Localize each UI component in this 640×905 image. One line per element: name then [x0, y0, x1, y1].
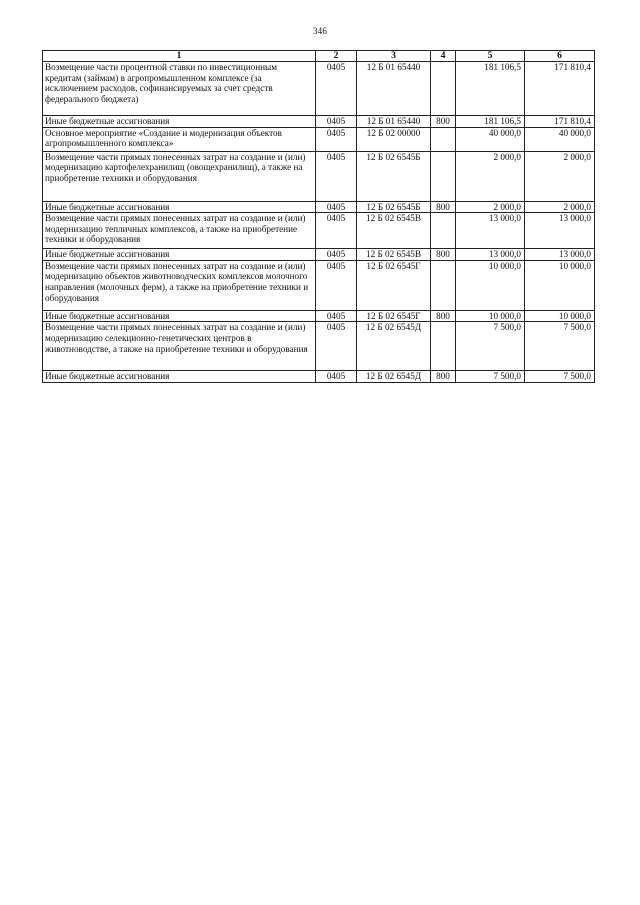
row-type [431, 62, 456, 116]
table-row [43, 62, 595, 116]
table-row [43, 310, 595, 322]
row-amount-2: 7 500,0 [525, 322, 595, 371]
row-amount-1: 7 500,0 [456, 322, 525, 371]
row-amount-1: 7 500,0 [456, 371, 525, 383]
row-amount-2: 7 500,0 [525, 371, 595, 383]
row-name: Иные бюджетные ассигнования [43, 249, 316, 261]
table-row [43, 260, 595, 310]
row-amount-1: 181 106,5 [456, 116, 525, 128]
row-type: 800 [431, 201, 456, 213]
row-name: Иные бюджетные ассигнования [43, 310, 316, 322]
row-code: 12 Б 01 65440 [357, 116, 431, 128]
table-header-row [43, 51, 595, 62]
row-code: 12 Б 02 6545Г [357, 310, 431, 322]
row-name: Возмещение части прямых понесенных затрат на создание и (или) модернизацию картофелехранилищ (овощехранилищ), а также на приобретение техники и оборудования [43, 151, 316, 201]
table-row [43, 151, 595, 201]
row-code: 12 Б 02 6545Д [357, 371, 431, 383]
row-type: 800 [431, 249, 456, 261]
row-section: 0405 [316, 249, 357, 261]
column-header-4: 4 [431, 51, 456, 62]
row-amount-1: 181 106,5 [456, 62, 525, 116]
row-amount-2: 13 000,0 [525, 213, 595, 249]
row-section: 0405 [316, 151, 357, 201]
row-type: 800 [431, 371, 456, 383]
row-name: Иные бюджетные ассигнования [43, 116, 316, 128]
budget-table [42, 50, 595, 383]
row-amount-2: 13 000,0 [525, 249, 595, 261]
row-section: 0405 [316, 213, 357, 249]
row-amount-2: 40 000,0 [525, 127, 595, 151]
row-code: 12 Б 02 6545Б [357, 151, 431, 201]
row-section: 0405 [316, 201, 357, 213]
row-code: 12 Б 02 6545В [357, 213, 431, 249]
table-row [43, 249, 595, 261]
table-row [43, 213, 595, 249]
row-amount-1: 10 000,0 [456, 260, 525, 310]
row-section: 0405 [316, 116, 357, 128]
row-code: 12 Б 02 6545В [357, 249, 431, 261]
column-header-6: 6 [525, 51, 595, 62]
row-name: Основное мероприятие «Создание и модернизация объектов агропромышленного комплекса» [43, 127, 316, 151]
column-header-1: 1 [43, 51, 316, 62]
row-code: 12 Б 01 65440 [357, 62, 431, 116]
row-amount-1: 10 000,0 [456, 310, 525, 322]
row-type [431, 322, 456, 371]
row-amount-2: 171 810,4 [525, 62, 595, 116]
column-header-2: 2 [316, 51, 357, 62]
row-code: 12 Б 02 6545Г [357, 260, 431, 310]
row-section: 0405 [316, 260, 357, 310]
row-type [431, 151, 456, 201]
row-type [431, 213, 456, 249]
row-amount-2: 10 000,0 [525, 310, 595, 322]
row-type: 800 [431, 116, 456, 128]
row-amount-1: 2 000,0 [456, 201, 525, 213]
row-amount-2: 10 000,0 [525, 260, 595, 310]
row-name: Иные бюджетные ассигнования [43, 371, 316, 383]
row-name: Иные бюджетные ассигнования [43, 201, 316, 213]
row-section: 0405 [316, 62, 357, 116]
row-amount-1: 2 000,0 [456, 151, 525, 201]
row-name: Возмещение части прямых понесенных затрат на создание и (или) модернизацию селекционно-генетических центров в животноводстве, а также на приобретение техники и оборудования [43, 322, 316, 371]
table-row [43, 116, 595, 128]
column-header-3: 3 [357, 51, 431, 62]
row-amount-2: 2 000,0 [525, 201, 595, 213]
page-number: 346 [312, 26, 328, 36]
row-code: 12 Б 02 6545Б [357, 201, 431, 213]
row-section: 0405 [316, 371, 357, 383]
row-section: 0405 [316, 322, 357, 371]
row-amount-1: 13 000,0 [456, 249, 525, 261]
row-name: Возмещение части прямых понесенных затрат на создание и (или) модернизацию объектов животноводческих комплексов молочного направления (молочных ферм), а также на приобретение техники и оборудования [43, 260, 316, 310]
table-row [43, 127, 595, 151]
row-type: 800 [431, 310, 456, 322]
table-row [43, 371, 595, 383]
row-type [431, 127, 456, 151]
column-header-5: 5 [456, 51, 525, 62]
row-code: 12 Б 02 00000 [357, 127, 431, 151]
table-row [43, 322, 595, 371]
row-amount-1: 40 000,0 [456, 127, 525, 151]
row-amount-2: 2 000,0 [525, 151, 595, 201]
row-amount-2: 171 810,4 [525, 116, 595, 128]
row-type [431, 260, 456, 310]
row-name: Возмещение части процентной ставки по инвестиционным кредитам (займам) в агропромышленном комплексе (за исключением расходов, софинансируемых за счет средств федерального бюджета) [43, 62, 316, 116]
table-row [43, 201, 595, 213]
row-section: 0405 [316, 127, 357, 151]
row-name: Возмещение части прямых понесенных затрат на создание и (или) модернизацию тепличных комплексов, а также на приобретение техники и оборудования [43, 213, 316, 249]
row-code: 12 Б 02 6545Д [357, 322, 431, 371]
row-amount-1: 13 000,0 [456, 213, 525, 249]
row-section: 0405 [316, 310, 357, 322]
